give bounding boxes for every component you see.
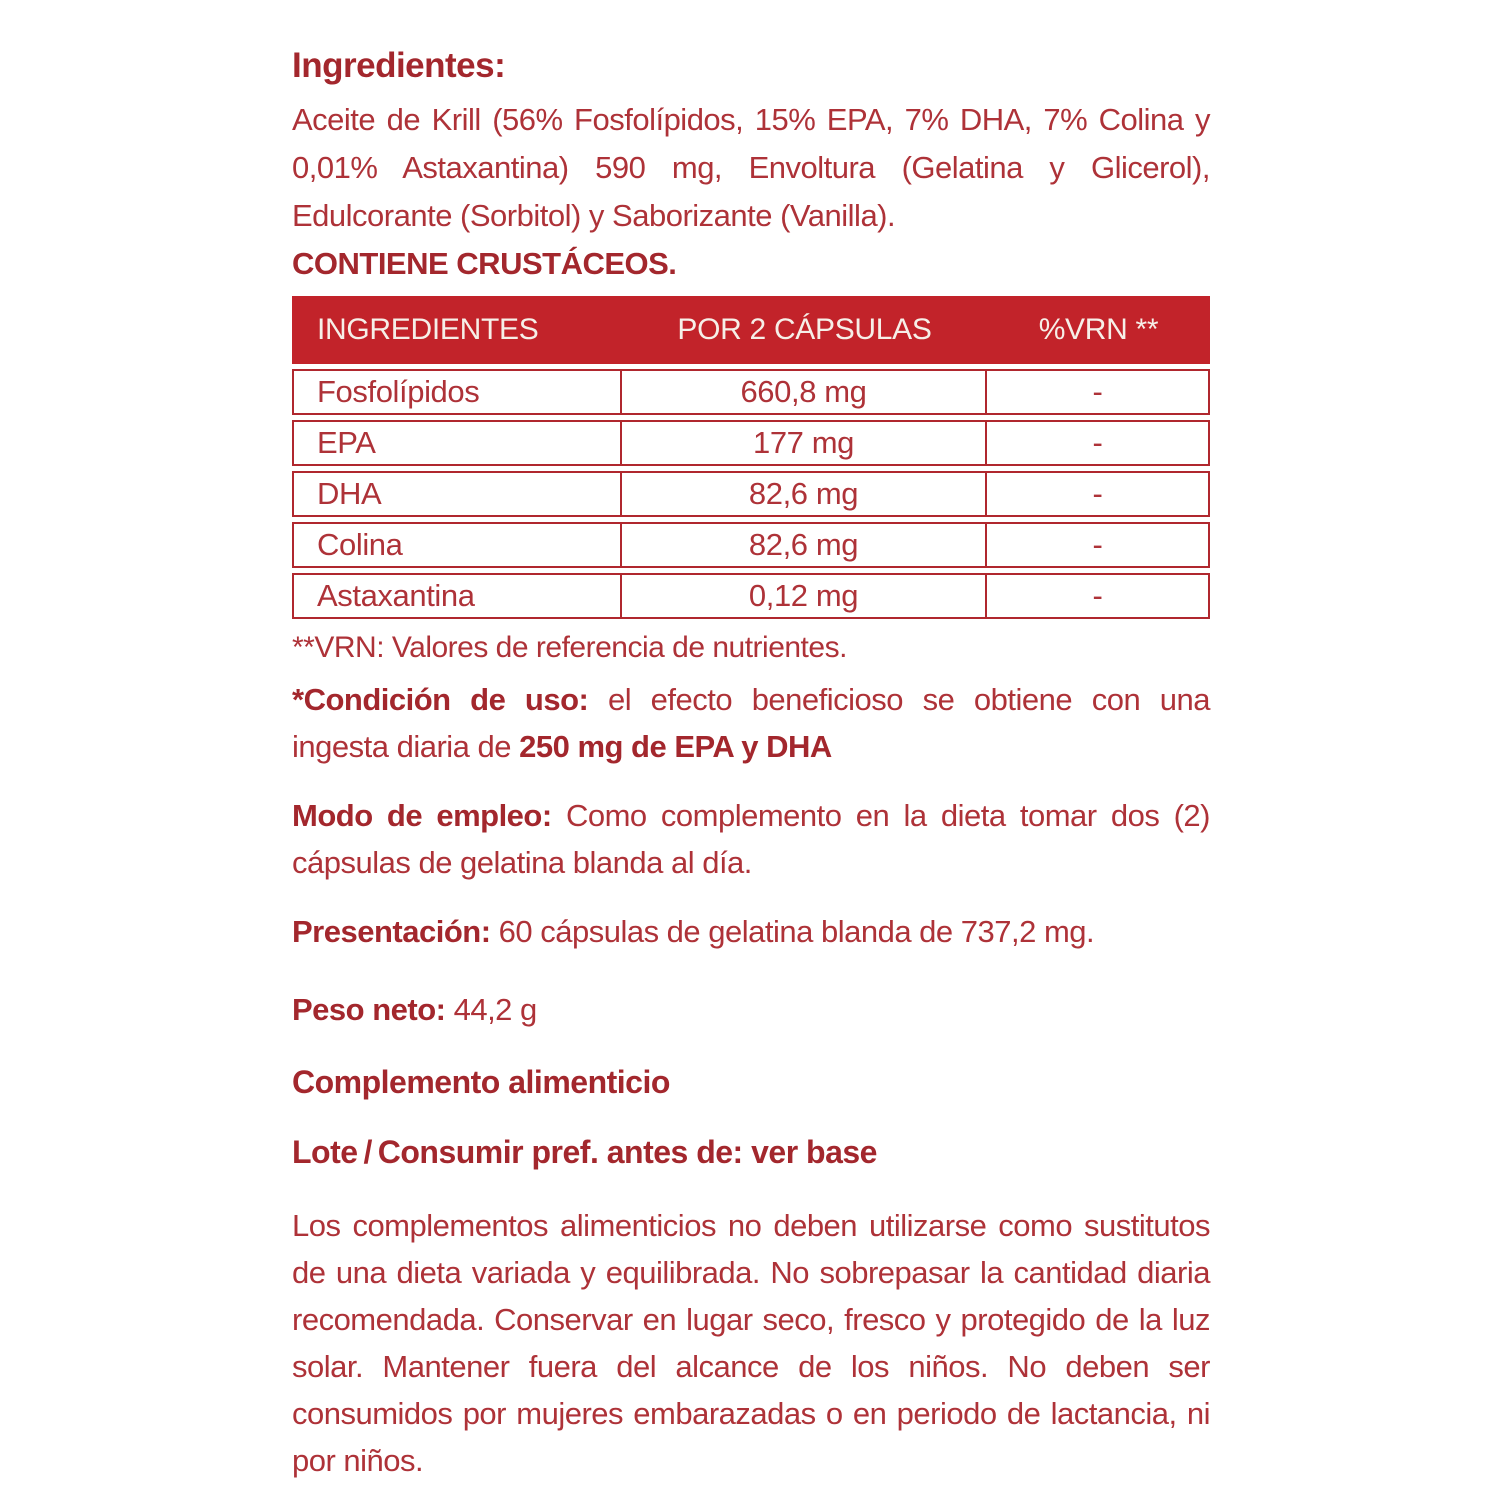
vrn-footnote: **VRN: Valores de referencia de nutrientes. [292, 631, 847, 664]
supplement-statement: Complemento alimenticio [292, 1064, 670, 1100]
disclaimer-paragraph: Los complementos alimenticios no deben utilizarse como sustitutos de una dieta variada y equilibrada. No sobrepasar la cantidad diaria recomendada. Conservar en lugar seco, fresco y protegido de la luz solar. Mantener fuera del alcance de los niños. No deben ser consumidos por mujeres embarazadas o en periodo de lactancia, ni por niños. [292, 1208, 1210, 1478]
ingredient-name: Colina [294, 524, 622, 566]
ingredient-amount: 82,6 mg [622, 524, 987, 566]
table-row [292, 471, 1210, 517]
ingredient-amount: 0,12 mg [622, 575, 987, 617]
ingredient-vrn: - [1092, 374, 1103, 409]
ingredients-title: Ingredientes: [292, 46, 506, 85]
presentation-label: Presentación: [292, 914, 491, 949]
table-row [292, 369, 1210, 415]
usage-instructions [292, 792, 1210, 886]
column-header-per-2-capsules: POR 2 CÁPSULAS [677, 313, 932, 346]
ingredient-name: Fosfolípidos [294, 371, 622, 413]
ingredient-name: Astaxantina [294, 575, 622, 617]
nutrition-table-header-row [292, 296, 1210, 364]
ingredient-name: DHA [294, 473, 622, 515]
ingredient-amount: 177 mg [622, 422, 987, 464]
presentation-line [292, 908, 1210, 956]
condition-highlight: 250 mg de EPA y DHA [519, 729, 832, 764]
condition-text: el efecto beneficioso se obtiene con una ingesta diaria de [292, 682, 1210, 764]
ingredients-paragraph: Aceite de Krill (56% Fosfolípidos, 15% EPA, 7% DHA, 7% Colina y 0,01% Astaxantina) 590 mg, Envoltura (Gelatina y Glicerol), Edulcorante (Sorbitol) y Saborizante (Vanilla). [292, 102, 1210, 233]
column-header-ingredients: INGREDIENTES [317, 313, 539, 346]
ingredient-vrn: - [1092, 527, 1103, 562]
ingredient-amount: 82,6 mg [622, 473, 987, 515]
ingredient-vrn: - [1092, 578, 1103, 613]
table-row [292, 573, 1210, 619]
condition-label: *Condición de uso: [292, 682, 589, 717]
table-row [292, 522, 1210, 568]
allergen-statement: CONTIENE CRUSTÁCEOS. [292, 246, 677, 281]
lot-best-before-line: Lote / Consumir pref. antes de: ver base [292, 1134, 877, 1170]
ingredient-vrn: - [1092, 476, 1103, 511]
presentation-text: 60 cápsulas de gelatina blanda de 737,2 mg. [490, 914, 1095, 949]
ingredient-amount: 660,8 mg [622, 371, 987, 413]
net-weight-label: Peso neto: [292, 992, 446, 1027]
label-content [292, 0, 1210, 1500]
nutrition-table [292, 296, 1210, 619]
ingredient-vrn: - [1092, 425, 1103, 460]
net-weight-text: 44,2 g [445, 992, 537, 1027]
net-weight-line [292, 986, 1210, 1034]
ingredient-name: EPA [294, 422, 622, 464]
column-header-vrn: %VRN ** [1038, 313, 1159, 346]
usage-text: Como complemento en la dieta tomar dos (2) cápsulas de gelatina blanda al día. [292, 798, 1210, 880]
usage-label: Modo de empleo: [292, 798, 552, 833]
table-row [292, 420, 1210, 466]
condition-of-use [292, 676, 1210, 770]
